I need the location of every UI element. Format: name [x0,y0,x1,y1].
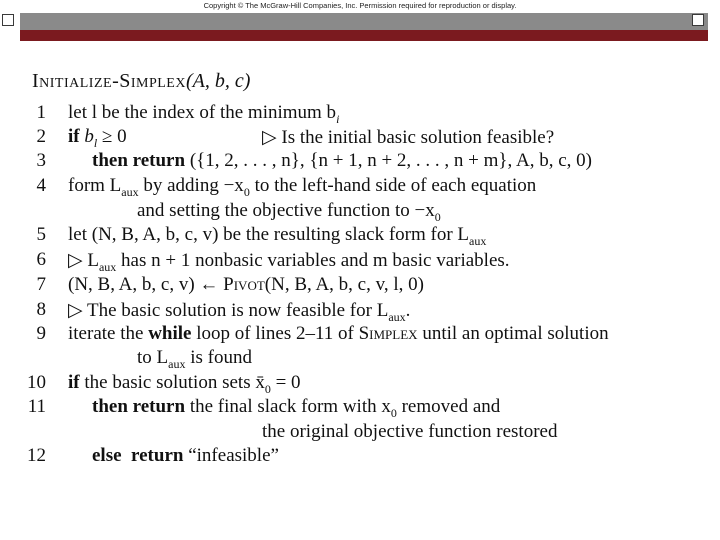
line-text [137,200,441,225]
line-text [92,150,592,172]
code-line-6 [0,249,720,273]
procedure-title [32,70,250,93]
line-rest-2: to the left-hand side of each equation [249,175,537,196]
line-text [68,372,301,397]
line-comment: ▷ Is the initial basic solution feasible? [262,127,555,148]
code-line-9-cont [0,347,720,371]
function-name: Pivot [223,274,265,295]
line-rest: (N, B, A, b, c, v, l, 0) [264,274,424,295]
line-body: (N, B, A, b, c, v) ← [68,274,224,295]
line-rest-2: until an optimal solution [417,323,609,344]
line-sub: l [93,135,98,150]
code-line-4-cont [0,200,720,224]
line-text: the original objective function restored [262,421,558,442]
line-text [68,102,339,127]
line-body: b [84,126,94,147]
line-text [68,274,424,296]
line-number: 1 [36,102,46,123]
line-sub: aux [98,259,117,274]
line-body: iterate the [68,323,149,344]
code-line-8 [0,299,720,323]
line-sub: 0 [434,209,441,224]
line-sub-2: 0 [243,184,250,199]
line-sub: aux [388,309,406,324]
keyword: if [68,372,80,393]
line-rest: by adding −x [138,175,244,196]
line-sub: aux [121,184,139,199]
line-text [68,249,510,275]
line-number: 3 [36,150,46,171]
line-text [137,347,252,372]
keyword: if [68,126,80,147]
code-line-1 [0,102,720,126]
line-body: form L [68,175,122,196]
header-bar [20,13,708,30]
code-line-5 [0,224,720,248]
keyword: then return [92,150,186,171]
line-number: 12 [27,445,46,466]
line-sub: i [336,111,340,126]
header-right-box [692,14,704,26]
code-line-9 [0,323,720,347]
line-text [68,126,127,151]
code-line-2 [0,126,720,150]
accent-rule [20,30,708,41]
procedure-name: Initialize-Simplex [32,70,186,92]
code-line-12 [0,445,720,469]
line-body: let (N, B, A, b, c, v) be the resulting slack form for L [68,224,470,245]
line-rest: ≥ 0 [97,126,127,147]
line-rest: has n + 1 nonbasic variables and m basic variables. [116,250,510,271]
keyword: while [148,323,192,344]
line-text [68,299,410,325]
code-line-10 [0,372,720,396]
line-text [92,445,279,467]
line-rest: . [405,300,411,321]
line-rest: removed and [396,396,501,417]
code-line-11 [0,396,720,420]
code-line-3 [0,150,720,174]
copyright-notice: Copyright © The McGraw-Hill Companies, Inc. Permission required for reproduction or display. [203,1,517,10]
code-line-11-cont [0,421,720,445]
line-body: the final slack form with x [185,396,391,417]
line-sub: aux [469,233,487,248]
code-line-7 [0,274,720,298]
line-number: 4 [36,175,46,196]
line-number: 9 [36,323,46,344]
line-sub: 0 [390,405,397,420]
line-text [92,396,500,421]
keyword: else return [92,445,184,466]
procedure-params: (A, b, c) [185,70,251,92]
line-body: ({1, 2, . . . , n}, {n + 1, n + 2, . . . , n + m}, A, b, c, 0) [185,150,592,171]
line-text [68,175,536,200]
line-rest: is found [185,347,252,368]
code-line-4 [0,175,720,199]
line-body: and setting the objective function to −x [137,200,435,221]
line-number: 11 [27,396,46,417]
line-number: 8 [36,299,46,320]
line-number: 6 [36,249,46,270]
line-rest: loop of lines 2–11 of [191,323,359,344]
keyword: then return [92,396,186,417]
line-text [68,224,486,249]
line-sub: 0 [264,381,271,396]
line-body: ▷ The basic solution is now feasible for L [68,300,389,321]
line-text [68,323,609,345]
line-number: 7 [36,274,46,295]
header-left-box [2,14,14,26]
line-rest: = 0 [270,372,301,393]
line-number: 2 [36,126,46,147]
line-number: 10 [27,372,46,393]
line-body: ▷ L [68,250,99,271]
line-body: “infeasible” [183,445,279,466]
function-name: Simplex [358,323,418,344]
line-body: let l be the index of the minimum b [68,102,337,123]
line-body: to L [137,347,169,368]
line-number: 5 [36,224,46,245]
line-body: the basic solution sets x̄ [79,372,265,393]
line-sub: aux [168,356,186,371]
